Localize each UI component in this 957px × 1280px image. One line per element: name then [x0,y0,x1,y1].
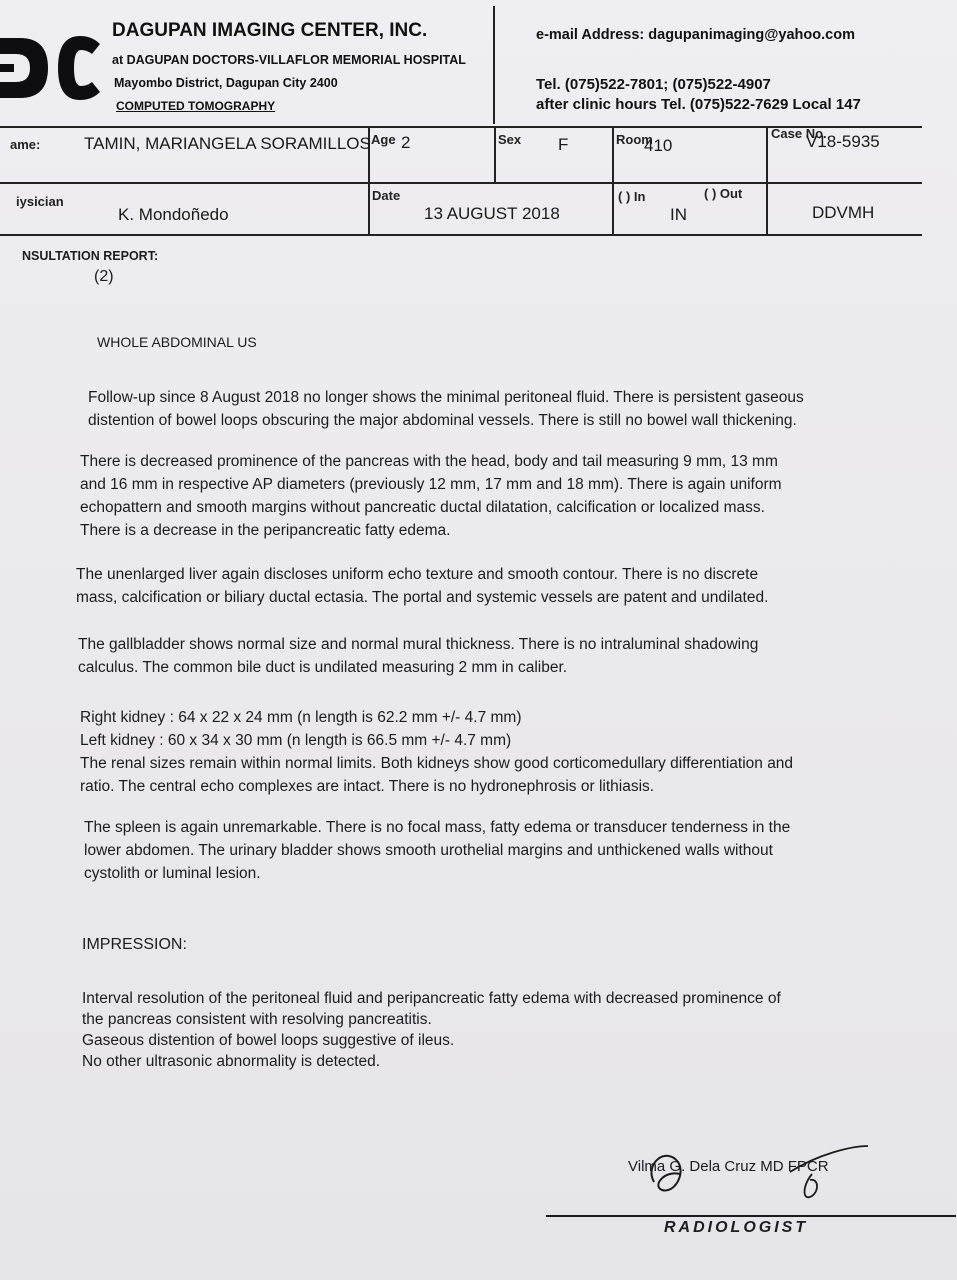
in-out-value: IN [670,205,687,224]
center-name: DAGUPAN IMAGING CENTER, INC. [112,20,428,41]
findings-line: The spleen is again unremarkable. There is no focal mass, fatty edema or transducer tenderness in the [84,819,791,836]
telephone: Tel. (075)522-7801; (075)522-4907 [536,76,771,93]
exam-date: 13 AUGUST 2018 [424,204,560,223]
radiologist-name: Vilma G. Dela Cruz MD FPCR [628,1158,829,1175]
date-label: Date [372,188,401,203]
room-label: Room [616,132,653,147]
report-title: NSULTATION REPORT: [22,249,159,263]
impression-text [82,988,872,1072]
patient-age: 2 [401,133,411,152]
impression-line: Gaseous distention of bowel loops suggestive of ileus. [82,1032,455,1049]
signature-scribble-icon [640,1140,880,1210]
findings-line: Left kidney : 60 x 34 x 30 mm (n length is 66.5 mm +/- 4.7 mm) [80,732,512,749]
report-number: (2) [94,268,114,285]
email-address: e-mail Address: dagupanimaging@yahoo.com [536,27,855,43]
header-divider [493,6,495,124]
findings-line: lower abdomen. The urinary bladder shows smooth urothelial margins and unthickened walls without [84,842,773,859]
grid-col-case [766,126,768,236]
center-logo [0,30,105,105]
physician-label: iysician [16,194,64,209]
radiologist-title: RADIOLOGIST [664,1219,809,1236]
impression-line: the pancreas consistent with resolving pancreatitis. [82,1011,432,1028]
findings-line: The renal sizes remain within normal limits. Both kidneys show good corticomedullary differentiation and [80,755,794,772]
findings-line: mass, calcification or biliary ductal ectasia. The portal and systemic vessels are patent and undilated. [76,589,769,606]
department: COMPUTED TOMOGRAPHY [116,99,276,113]
room-number: 410 [644,136,673,155]
exam-name: WHOLE ABDOMINAL US [97,334,257,350]
findings-line: The gallbladder shows normal size and normal mural thickness. There is no intraluminal shadowing [78,636,759,653]
hospital-name: at DAGUPAN DOCTORS-VILLAFLOR MEMORIAL HOSPITAL [112,53,466,67]
findings-line: and 16 mm in respective AP diameters (previously 12 mm, 17 mm and 18 mm). There is again uniform [80,476,782,493]
findings-paragraph [80,706,870,798]
findings-paragraph [76,563,876,609]
case-number: V18-5935 [806,132,880,151]
grid-col-room [612,126,614,236]
findings-line: calculus. The common bile duct is undilated measuring 2 mm in caliber. [78,659,568,676]
findings-line: ratio. The central echo complexes are intact. There is no hydronephrosis or lithiasis. [80,778,655,795]
findings-paragraph [80,450,870,542]
out-label: ( ) Out [704,186,743,201]
findings-line: Follow-up since 8 August 2018 no longer shows the minimal peritoneal fluid. There is persistent gaseous [88,389,804,406]
impression-line: Interval resolution of the peritoneal fluid and peripancreatic fatty edema with decreased prominence of [82,990,781,1007]
patient-name: TAMIN, MARIANGELA SORAMILLOS [84,134,371,153]
signature-line [546,1215,956,1217]
grid-mid-line [0,182,922,184]
after-hours-telephone: after clinic hours Tel. (075)522-7629 Local 147 [536,96,861,113]
findings-line: echopattern and smooth margins without pancreatic ductal dilatation, calcification or localized mass. [80,499,765,516]
findings-line: There is decreased prominence of the pancreas with the head, body and tail measuring 9 mm, 13 mm [80,453,778,470]
service-code: DDVMH [812,203,875,222]
findings-line: cystolith or luminal lesion. [84,865,261,882]
in-label: ( ) In [618,189,646,204]
physician-name: K. Mondoñedo [118,205,229,224]
findings-paragraph [78,633,873,679]
patient-sex: F [558,135,569,154]
age-label: Age [371,132,396,147]
findings-line: Right kidney : 64 x 22 x 24 mm (n length is 62.2 mm +/- 4.7 mm) [80,709,522,726]
case-label: Case No. [771,126,827,141]
grid-bottom-line [0,234,922,236]
findings-line: distention of bowel loops obscuring the major abdominal vessels. There is still no bowel wall thickening. [88,412,797,429]
name-label: ame: [10,137,41,152]
findings-line: There is a decrease in the peripancreatic fatty edema. [80,522,451,539]
sex-label: Sex [498,132,522,147]
impression-label: IMPRESSION: [82,936,187,953]
center-address: Mayombo District, Dagupan City 2400 [114,76,338,90]
logo-mark-icon [0,30,105,105]
impression-line: No other ultrasonic abnormality is detected. [82,1053,381,1070]
findings-paragraph [88,386,868,432]
grid-col-sex [494,126,496,184]
findings-line: The unenlarged liver again discloses uniform echo texture and smooth contour. There is no discrete [76,566,759,583]
findings-paragraph [84,816,874,885]
